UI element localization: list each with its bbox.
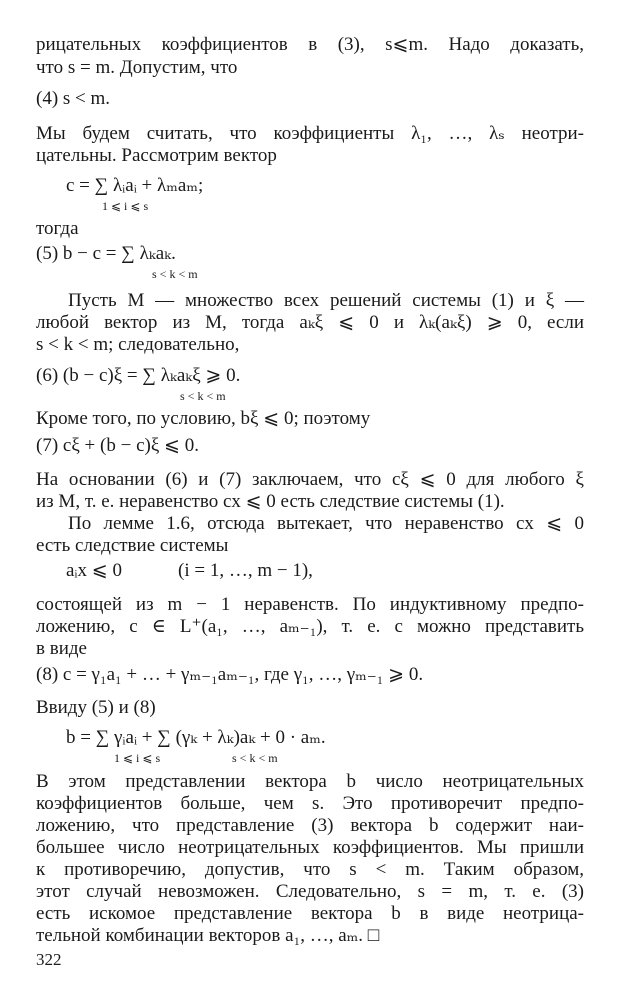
- formula-b-subscript-2: s < k < m: [232, 751, 278, 765]
- text-line: что s = m. Допустим, что: [36, 57, 238, 78]
- text-line: есть следствие системы: [36, 535, 229, 556]
- text-line: тогда: [36, 218, 79, 239]
- formula-b-representation: b = ∑ γᵢaᵢ + ∑ (γₖ + λₖ)aₖ + 0 · aₘ.: [66, 727, 326, 748]
- formula-5-subscript: s < k < m: [152, 267, 198, 281]
- formula-system-condition: (i = 1, …, m − 1),: [178, 560, 313, 581]
- text-line: s < k < m; следовательно,: [36, 334, 240, 355]
- formula-c-subscript: 1 ⩽ i ⩽ s: [102, 199, 149, 213]
- text-line: из M, т. е. неравенство cx ⩽ 0 есть следствие системы (1).: [36, 491, 505, 512]
- text-line: По лемме 1.6, отсюда вытекает, что неравенство cx ⩽ 0: [68, 513, 584, 534]
- text-line: к противоречию, допустив, что s < m. Таким образом,: [36, 859, 584, 880]
- text-line: Ввиду (5) и (8): [36, 697, 156, 718]
- page-number: 322: [36, 950, 62, 969]
- text-line: цательны. Рассмотрим вектор: [36, 145, 277, 166]
- text-line: тельной комбинации векторов a₁, …, aₘ. □: [36, 925, 380, 946]
- text-line: состоящей из m − 1 неравенств. По индуктивному предпо-: [36, 594, 584, 615]
- text-line: в виде: [36, 638, 87, 659]
- text-line: На основании (6) и (7) заключаем, что cξ ⩽ 0 для любого ξ: [36, 469, 584, 490]
- text-line: ложению, что представление (3) вектора b содержит наи-: [36, 815, 584, 836]
- formula-7: (7) cξ + (b − c)ξ ⩽ 0.: [36, 435, 199, 456]
- text-line: рицательных коэффициентов в (3), s⩽m. Надо доказать,: [36, 34, 584, 55]
- text-line: любой вектор из M, тогда aₖξ ⩽ 0 и λₖ(aₖξ) ⩾ 0, если: [36, 312, 584, 333]
- text-line: большее число неотрицательных коэффициентов. Мы пришли: [36, 837, 584, 858]
- text-line: коэффициентов больше, чем s. Это противоречит предпо-: [36, 793, 584, 814]
- text-line: Кроме того, по условию, bξ ⩽ 0; поэтому: [36, 408, 371, 429]
- formula-5: (5) b − c = ∑ λₖaₖ.: [36, 243, 176, 264]
- formula-8: (8) c = γ₁a₁ + … + γₘ₋₁aₘ₋₁, где γ₁, …, γₘ₋₁ ⩾ 0.: [36, 664, 424, 685]
- formula-system-main: aᵢx ⩽ 0: [66, 560, 122, 581]
- text-line: этот случай невозможен. Следовательно, s = m, т. е. (3): [36, 881, 584, 902]
- formula-4: (4) s < m.: [36, 88, 111, 109]
- text-line: Мы будем считать, что коэффициенты λ₁, …, λₛ неотри-: [36, 123, 584, 144]
- text-line: В этом представлении вектора b число неотрицательных: [36, 771, 584, 792]
- text-line: ложению, c ∈ L⁺(a₁, …, aₘ₋₁), т. е. c можно представить: [36, 616, 584, 637]
- formula-c-definition: c = ∑ λᵢaᵢ + λₘaₘ;: [66, 175, 204, 196]
- text-line: есть искомое представление вектора b в виде неотрица-: [36, 903, 584, 924]
- formula-b-subscript-1: 1 ⩽ i ⩽ s: [114, 751, 161, 765]
- text-line: Пусть M — множество всех решений системы (1) и ξ —: [68, 290, 584, 311]
- formula-6: (6) (b − c)ξ = ∑ λₖaₖξ ⩾ 0.: [36, 365, 241, 386]
- formula-6-subscript: s < k < m: [180, 389, 226, 403]
